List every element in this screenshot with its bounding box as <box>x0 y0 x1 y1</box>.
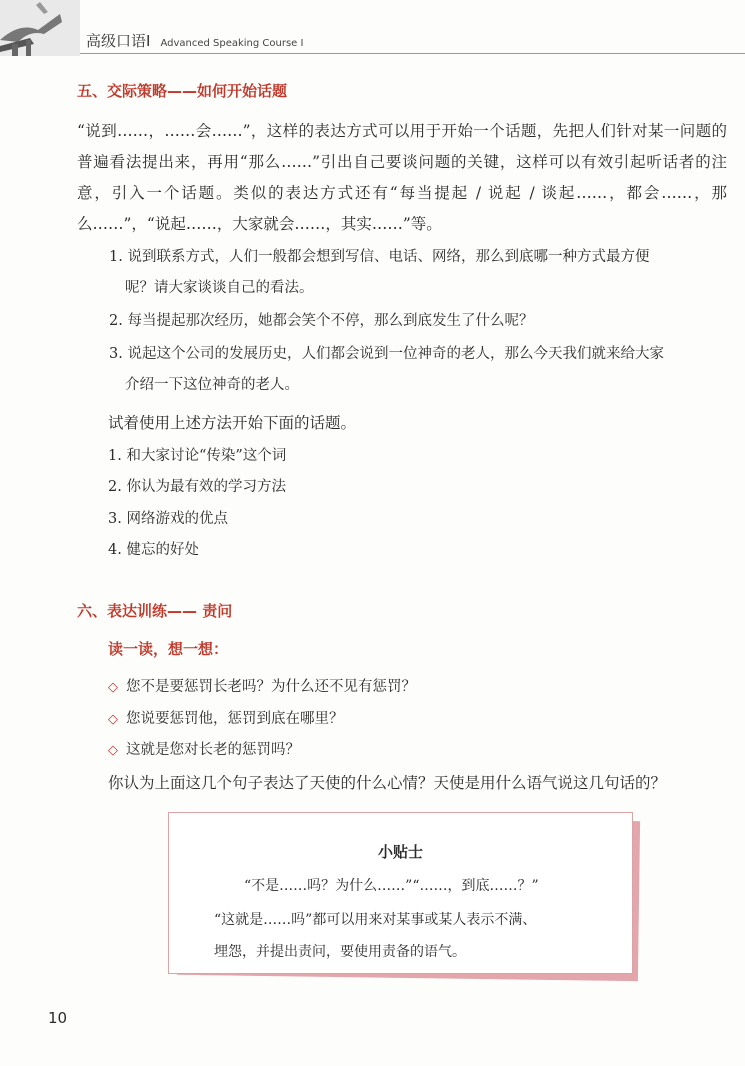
topic-1: 1. 和大家讨论“传染”这个词 <box>108 448 287 464</box>
diamond-bullet-icon: ◇ <box>108 680 118 695</box>
pagoda-roof-icon <box>0 0 80 56</box>
section5-heading: 五、交际策略——如何开始话题 <box>77 82 288 100</box>
section6-heading: 六、表达训练—— 责问 <box>77 602 233 620</box>
sentence-3-text: 这就是您对长老的惩罚吗？ <box>126 742 300 758</box>
example-1-cont: 呢？请大家谈谈自己的看法。 <box>125 280 314 296</box>
example-2: 2. 每当提起那次经历，她都会笑个不停，那么到底发生了什么呢？ <box>109 313 534 329</box>
sentence-2 <box>108 707 344 728</box>
tip-line-1: “不是……吗？为什么……”“……，到底……？” <box>244 878 539 894</box>
section6-question: 你认为上面这几个句子表达了天使的什么心情？天使是用什么语气说这几句话的？ <box>108 774 667 792</box>
sentence-1-text: 您不是要惩罚长老吗？为什么还不见有惩罚？ <box>126 679 416 695</box>
example-1: 1. 说到联系方式，人们一般都会想到写信、电话、网络，那么到底哪一种方式最方便 <box>109 249 650 265</box>
sentence-3 <box>108 738 300 759</box>
page-number: 10 <box>48 1009 68 1027</box>
diamond-bullet-icon: ◇ <box>108 743 118 758</box>
tip-card <box>168 812 633 974</box>
book-title <box>86 30 303 51</box>
tip-title: 小贴士 <box>377 843 423 861</box>
header-divider <box>80 53 745 54</box>
topic-2: 2. 你认为最有效的学习方法 <box>108 479 286 495</box>
sentence-2-text: 您说要惩罚他，惩罚到底在哪里？ <box>126 711 344 727</box>
section5-paragraph: “说到……，……会……”，这样的表达方式可以用于开始一个话题，先把人们针对某一问题的普遍看法提出来，再用“那么……”引出自己要谈问题的关键，这样可以有效引起听话者的注意，引入一个话题。类似的表达方式还有“每当提起 / 说起 / 谈起……，都会……，那么……”，“说起……，大家就会……，其实……”等。 <box>77 122 727 233</box>
tip-line-3: 埋怨，并提出责问，要使用责备的语气。 <box>214 944 466 960</box>
sentence-1 <box>108 675 416 696</box>
topic-3: 3. 网络游戏的优点 <box>108 511 228 527</box>
book-title-en: Advanced Speaking Course Ⅰ <box>160 38 304 49</box>
try-prompt: 试着使用上述方法开始下面的话题。 <box>108 414 357 432</box>
book-title-cn: 高级口语Ⅰ <box>86 32 151 50</box>
example-3-cont: 介绍一下这位神奇的老人。 <box>125 377 299 393</box>
tip-line-2: “这就是……吗”都可以用来对某事或某人表示不满、 <box>214 912 537 928</box>
diamond-bullet-icon: ◇ <box>108 712 118 727</box>
section6-subheading: 读一读，想一想： <box>108 640 229 658</box>
example-3: 3. 说起这个公司的发展历史，人们都会说到一位神奇的老人，那么今天我们就来给大家 <box>109 346 664 362</box>
topic-4: 4. 健忘的好处 <box>108 542 199 558</box>
